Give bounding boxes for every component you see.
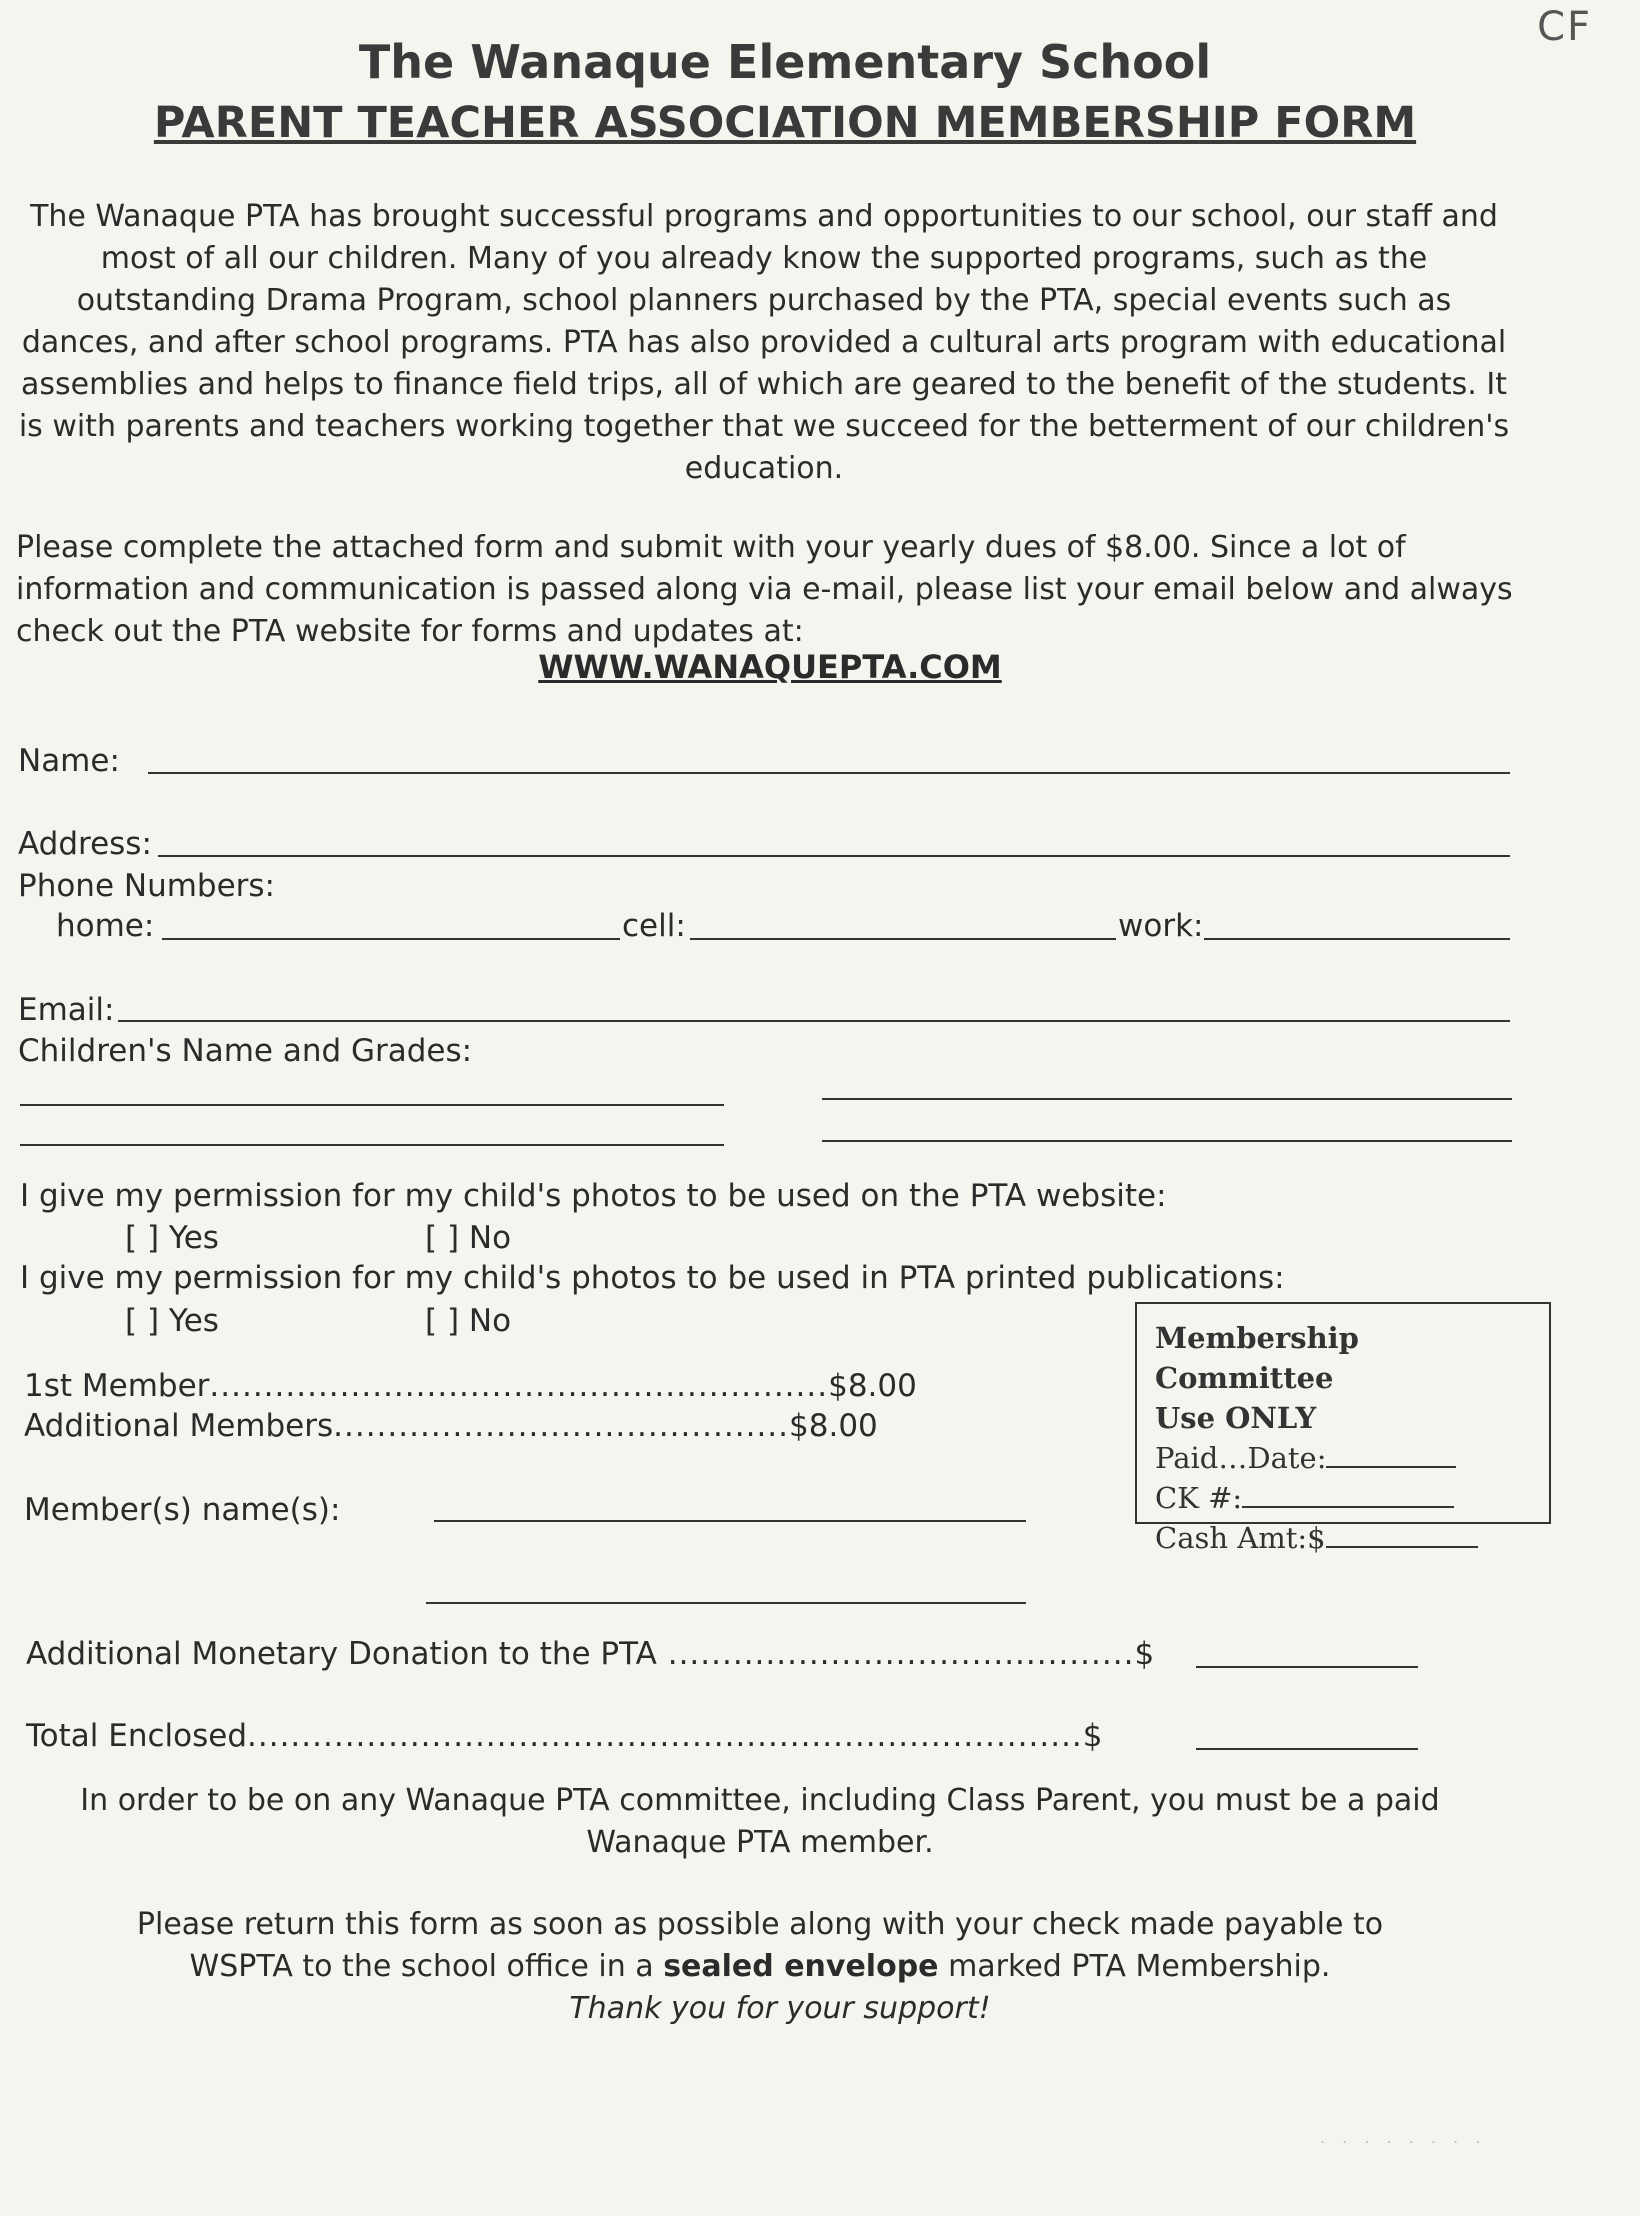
first-member-label: 1st Member.........................................................$8.00 (24, 1368, 917, 1404)
child-line-3[interactable] (20, 1144, 724, 1146)
children-label: Children's Name and Grades: (18, 1033, 473, 1069)
name-label: Name: (18, 743, 120, 779)
dues-instructions-paragraph: Please complete the attached form and submit with your yearly dues of $8.00. Since a lot of information and communication is passed along via e-mail, please list your email below and always check out the PTA website for forms and updates at: (16, 530, 1513, 649)
total-enclosed-label: Total Enclosed.............................................................................$ (26, 1718, 1103, 1754)
cell-phone-field[interactable] (690, 938, 1116, 940)
first-member-amount: $8.00 (828, 1368, 917, 1404)
work-phone-label: work: (1118, 908, 1204, 944)
scan-artifact-dots: . . . . . . . . (1320, 2128, 1487, 2147)
child-line-4[interactable] (822, 1140, 1512, 1142)
address-label: Address: (18, 826, 152, 862)
work-phone-field[interactable] (1204, 938, 1510, 940)
website-permission-question: I give my permission for my child's photos to be used on the PTA website: (20, 1178, 1167, 1214)
child-line-2[interactable] (822, 1098, 1512, 1100)
address-field[interactable] (158, 855, 1510, 857)
member-name-line-2[interactable] (426, 1602, 1026, 1604)
child-line-1[interactable] (20, 1104, 724, 1106)
home-phone-field[interactable] (162, 938, 620, 940)
print-permission-yes[interactable]: [ ] Yes (125, 1303, 219, 1339)
cell-phone-label: cell: (622, 908, 686, 944)
email-field[interactable] (118, 1020, 1510, 1022)
membership-committee-box (1135, 1302, 1551, 1555)
member-names-label: Member(s) name(s): (24, 1492, 341, 1528)
form-title: PARENT TEACHER ASSOCIATION MEMBERSHIP FORM (153, 98, 1417, 148)
name-field[interactable] (148, 772, 1510, 774)
corner-handwritten-mark: CF (1537, 4, 1592, 50)
committee-box-subtitle: Use ONLY (1155, 1401, 1317, 1435)
print-permission-question: I give my permission for my child's photos to be used in PTA printed publications: (20, 1260, 1285, 1296)
phone-numbers-label: Phone Numbers: (18, 868, 276, 904)
cash-amount-field[interactable] (1326, 1524, 1478, 1548)
donation-amount-field[interactable] (1196, 1666, 1418, 1668)
website-permission-no[interactable]: [ ] No (425, 1220, 512, 1256)
website-permission-yes[interactable]: [ ] Yes (125, 1220, 219, 1256)
total-amount-field[interactable] (1196, 1748, 1418, 1750)
return-instructions: Please return this form as soon as possible along with your check made payable to WSPTA to the school office in a sealed envelope marked PTA Membership. (136, 1907, 1384, 1984)
additional-members-amount: $8.00 (789, 1408, 878, 1444)
home-phone-label: home: (56, 908, 155, 944)
paid-date-row: Paid…Date: (1155, 1438, 1531, 1478)
paid-date-field[interactable] (1326, 1444, 1456, 1468)
check-number-field[interactable] (1242, 1484, 1454, 1508)
check-number-row: CK #: (1155, 1478, 1531, 1518)
school-title: The Wanaque Elementary School (358, 35, 1212, 89)
cash-amount-row: Cash Amt:$ (1155, 1518, 1531, 1558)
sealed-envelope-emphasis: sealed envelope (663, 1949, 939, 1984)
thank-you-note: Thank you for your support! (569, 1991, 991, 2026)
print-permission-no[interactable]: [ ] No (425, 1303, 512, 1339)
member-name-line-1[interactable] (434, 1520, 1026, 1522)
committee-box-title: Membership Committee (1155, 1321, 1359, 1395)
additional-members-label: Additional Members..........................................$8.00 (24, 1408, 878, 1444)
donation-label: Additional Monetary Donation to the PTA ...........................................$ (26, 1636, 1155, 1672)
intro-paragraph: The Wanaque PTA has brought successful programs and opportunities to our school, our staff and most of all our children. Many of you already know the supported programs, such as the outstanding Drama Program, school planners purchased by the PTA, special events such as dances, and after school programs. PTA has also provided a cultural arts program with educational assemblies and helps to finance field trips, all of which are geared to the benefit of the students. It is with parents and teachers working together that we succeed for the betterment of our children's education. (18, 199, 1510, 486)
email-label: Email: (18, 992, 115, 1028)
pta-website-link[interactable]: WWW.WANAQUEPTA.COM (538, 648, 1002, 686)
committee-eligibility-note: In order to be on any Wanaque PTA committee, including Class Parent, you must be a paid Wanaque PTA member. (80, 1783, 1440, 1860)
